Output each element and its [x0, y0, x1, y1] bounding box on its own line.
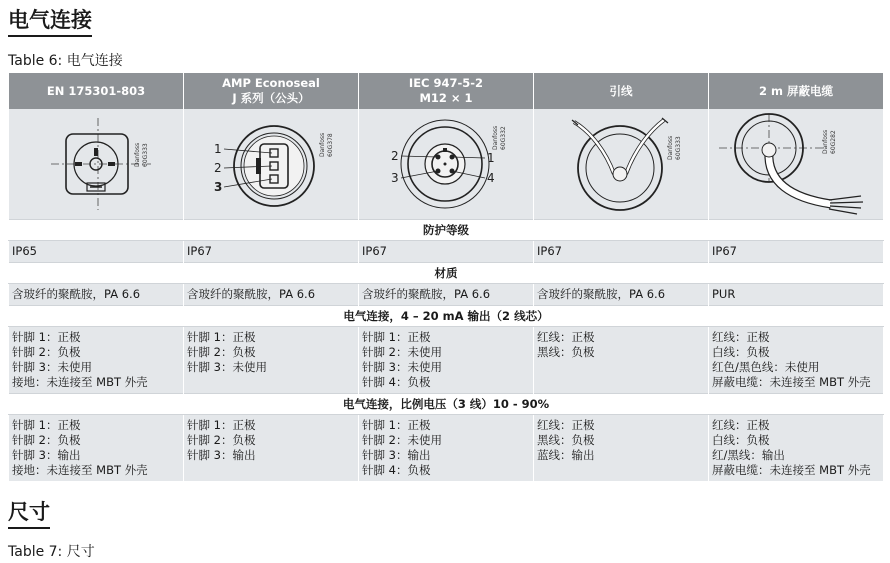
pin-line: 针脚 2：负极: [187, 433, 256, 447]
protection-value: IP67: [534, 241, 709, 263]
pin-line: 红线：正极: [537, 330, 595, 344]
pin-line: 针脚 4：负极: [362, 463, 431, 477]
pin-line: 黑线：负极: [537, 433, 595, 447]
amp-pin-2: 2: [214, 161, 222, 175]
pin-line: 针脚 3：输出: [12, 448, 81, 462]
col-header-cable: 2 m 屏蔽电缆: [709, 73, 884, 109]
section-row-ratiometric: [9, 394, 884, 415]
pin-line: 红/黑线：输出: [712, 448, 785, 462]
code-label-5: 60G282: [830, 130, 837, 154]
brand-label-1: Danfoss: [134, 142, 141, 167]
pin-line: 黑线：负极: [537, 345, 595, 359]
brand-label-3: Danfoss: [492, 125, 499, 150]
pin-line: 针脚 2：负极: [12, 345, 81, 359]
protection-value: IP67: [709, 241, 884, 263]
code-label-3: 60G332: [500, 126, 507, 150]
brand-label-5: Danfoss: [822, 129, 829, 154]
protection-values-row: [9, 241, 884, 263]
pin-line: 针脚 3：未使用: [12, 360, 92, 374]
pin-line: 针脚 1：正极: [187, 330, 256, 344]
material-value: 含玻纤的聚酰胺，PA 6.6: [534, 284, 709, 306]
col-header-en175301: EN 175301-803: [9, 73, 184, 109]
pin-line: 针脚 1：正极: [12, 330, 81, 344]
brand-label-2: Danfoss: [319, 132, 326, 157]
table6-caption: Table 6: 电气连接: [8, 53, 123, 69]
header-row: [9, 73, 884, 109]
section-row-protection: [9, 220, 884, 241]
pin-line: 针脚 3：输出: [187, 448, 256, 462]
pin-line: 针脚 4：负极: [362, 375, 431, 389]
pin-line: 接地：未连接至 MBT 外壳: [12, 463, 148, 477]
m12-pin-1: 1: [487, 151, 495, 165]
material-value: 含玻纤的聚酰胺，PA 6.6: [184, 284, 359, 306]
pin-line: 针脚 1：正极: [12, 418, 81, 432]
brand-label-4: Danfoss: [667, 135, 674, 160]
col-header-leads: 引线: [534, 73, 709, 109]
diagram-en175301: [9, 109, 184, 220]
amp-pin-3: 3: [214, 180, 223, 194]
col-header-amp: AMP Econoseal J 系列（公头）: [184, 73, 359, 109]
pin-line: 红线：正极: [712, 330, 770, 344]
current-cell: [184, 327, 359, 394]
m12-pin-2: 2: [391, 149, 399, 163]
current-cell: [709, 327, 884, 394]
m12-pin-3: 3: [391, 171, 399, 185]
amp-pin-1: 1: [214, 142, 222, 156]
code-label-1: 60G333: [142, 143, 149, 167]
material-values-row: [9, 284, 884, 306]
current-cell: [359, 327, 534, 394]
ratiometric-cell: [359, 415, 534, 482]
pin-line: 针脚 2：未使用: [362, 345, 442, 359]
ratiometric-cell: [184, 415, 359, 482]
section-row-material: [9, 263, 884, 284]
pin-line: 针脚 3：未使用: [362, 360, 442, 374]
pin-line: 针脚 2：未使用: [362, 433, 442, 447]
section-title-ratiometric: 电气连接，比例电压（3 线）10 - 90%: [9, 394, 884, 415]
ratiometric-cell: [9, 415, 184, 482]
pin-line: 红线：正极: [712, 418, 770, 432]
pin-line: 针脚 2：负极: [12, 433, 81, 447]
material-value: 含玻纤的聚酰胺，PA 6.6: [9, 284, 184, 306]
ratiometric-cell: [534, 415, 709, 482]
pin-line: 针脚 1：正极: [362, 418, 431, 432]
current-cell: [9, 327, 184, 394]
section-heading-dimensions: 尺寸: [8, 496, 50, 526]
m12-pin-4: 4: [487, 171, 495, 185]
diagram-row: [9, 109, 884, 220]
section-row-current: [9, 306, 884, 327]
protection-value: IP65: [9, 241, 184, 263]
current-values-row: [9, 327, 884, 394]
pin-line: 屏蔽电缆：未连接至 MBT 外壳: [712, 463, 871, 477]
code-label-2: 60G378: [327, 133, 334, 157]
section-title-protection: 防护等级: [9, 220, 884, 241]
pin-line: 针脚 3：未使用: [187, 360, 267, 374]
section-heading-electrical: 电气连接: [8, 4, 92, 34]
diagram-cable: [709, 109, 884, 220]
pin-line: 红线：正极: [537, 418, 595, 432]
diagram-amp: [184, 109, 359, 220]
section-title-material: 材质: [9, 263, 884, 284]
diagram-leads: [534, 109, 709, 220]
pin-line: 接地：未连接至 MBT 外壳: [12, 375, 148, 389]
pin-line: 针脚 2：负极: [187, 345, 256, 359]
diagram-m12: [359, 109, 534, 220]
current-cell: [534, 327, 709, 394]
protection-value: IP67: [184, 241, 359, 263]
col-header-iec: IEC 947-5-2 M12 × 1: [359, 73, 534, 109]
material-value: PUR: [709, 284, 884, 306]
code-label-4: 60G333: [675, 136, 682, 160]
pin-line: 白线：负极: [712, 345, 770, 359]
protection-value: IP67: [359, 241, 534, 263]
pin-line: 针脚 1：正极: [362, 330, 431, 344]
pin-line: 白线：负极: [712, 433, 770, 447]
electrical-connection-table: [8, 73, 884, 481]
pin-line: 针脚 3：输出: [362, 448, 431, 462]
pin-line: 红色/黑色线：未使用: [712, 360, 820, 374]
pin-line: 屏蔽电缆：未连接至 MBT 外壳: [712, 375, 871, 389]
pin-line: 蓝线：输出: [537, 448, 595, 462]
material-value: 含玻纤的聚酰胺，PA 6.6: [359, 284, 534, 306]
pin-line: 针脚 1：正极: [187, 418, 256, 432]
ratiometric-values-row: [9, 415, 884, 482]
ratiometric-cell: [709, 415, 884, 482]
section-title-current: 电气连接，4 – 20 mA 输出（2 线芯）: [9, 306, 884, 327]
table7-caption: Table 7: 尺寸: [8, 544, 95, 560]
